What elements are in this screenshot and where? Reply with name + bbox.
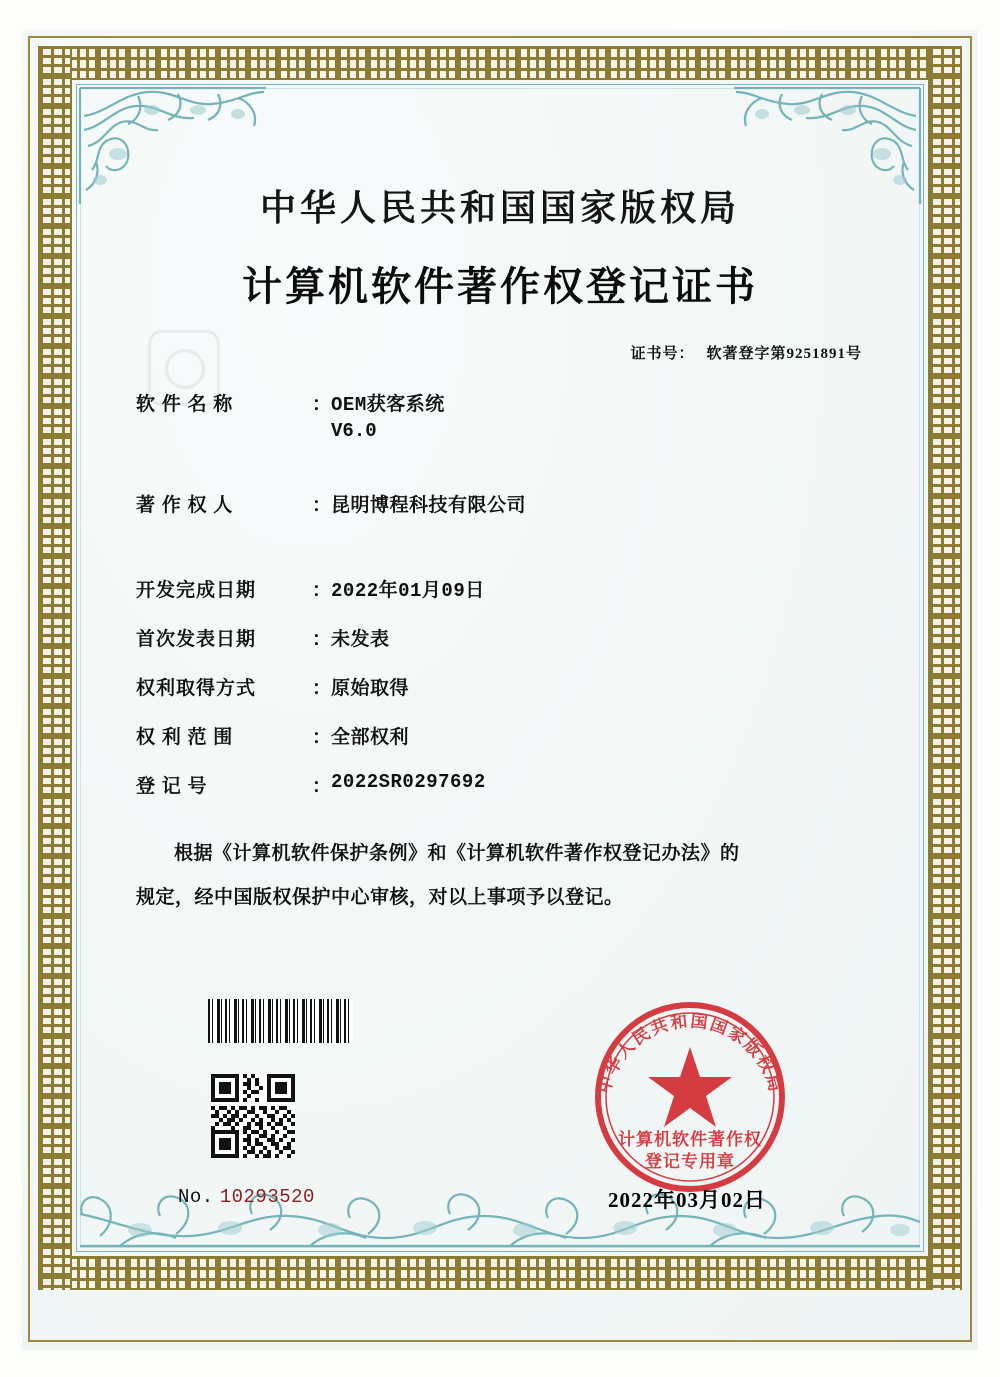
field-label: 权利取得方式 [136, 678, 257, 699]
field-label: 权 利 范 围 [136, 727, 234, 748]
certificate-number-label: 证书号： [630, 346, 695, 362]
statement-line-2: 规定，经中国版权保护中心审核，对以上事项予以登记。 [136, 887, 624, 908]
field-copyright-owner [136, 490, 900, 517]
field-value: 全部权利 [331, 727, 410, 748]
field-rights-scope [136, 722, 900, 749]
field-colon: ： [312, 678, 332, 699]
field-value: 2022年01月09日 [331, 580, 485, 602]
seal-outer-text: 中华人民共和国国家版权局 [594, 1011, 786, 1096]
certificate-title: 计算机软件著作权登记证书 [242, 264, 758, 309]
greek-key-border-bottom [38, 1256, 962, 1290]
greek-key-border-left [38, 46, 72, 1290]
field-value: 原始取得 [331, 678, 410, 699]
seal-inner-text-2: 登记专用章 [645, 1152, 735, 1171]
field-value-second-line: V6.0 [331, 420, 377, 442]
greek-key-border-top [38, 46, 962, 80]
field-label: 软 件 名 称 [136, 394, 234, 415]
field-colon: ： [312, 776, 332, 797]
field-rights-acquisition-method [136, 673, 900, 700]
field-colon: ： [312, 394, 332, 415]
field-value: 未发表 [331, 629, 390, 650]
field-label: 首次发表日期 [136, 629, 257, 650]
field-list [100, 389, 900, 798]
field-colon: ： [312, 580, 332, 601]
field-registration-number [136, 771, 900, 798]
official-seal [578, 985, 802, 1209]
issue-date: 2022年03月02日 [608, 1188, 766, 1212]
seal-inner-text-1: 计算机软件著作权 [618, 1130, 762, 1149]
statement-text-1: 根据《计算机软件保护条例》和《计算机软件著作权登记办法》的 [174, 843, 740, 864]
serial-number-value: 10293520 [219, 1186, 315, 1208]
field-label: 开发完成日期 [136, 580, 257, 601]
field-colon: ： [312, 629, 332, 650]
field-colon: ： [312, 727, 332, 748]
field-label: 著 作 权 人 [136, 495, 234, 516]
field-first-publication-date [136, 624, 900, 651]
field-value: 昆明博程科技有限公司 [331, 495, 527, 516]
statement-line-1 [136, 832, 874, 876]
issuer-title: 中华人民共和国国家版权局 [259, 188, 740, 228]
field-value: OEM获客系统 [331, 394, 445, 416]
qr-code [211, 1074, 295, 1158]
legal-statement [100, 832, 900, 920]
field-label: 登 记 号 [136, 776, 208, 797]
serial-number-line [178, 1186, 315, 1208]
field-value: 2022SR0297692 [331, 771, 486, 793]
certificate-content [100, 150, 900, 920]
certificate-number-value: 软著登字第9251891号 [706, 346, 862, 362]
field-colon: ： [312, 495, 332, 516]
field-software-name [136, 389, 900, 442]
certificate-number-line [100, 342, 900, 363]
serial-number-label: No. [178, 1186, 214, 1208]
field-development-completion-date [136, 575, 900, 602]
barcode [208, 999, 353, 1043]
greek-key-border-right [928, 46, 962, 1290]
